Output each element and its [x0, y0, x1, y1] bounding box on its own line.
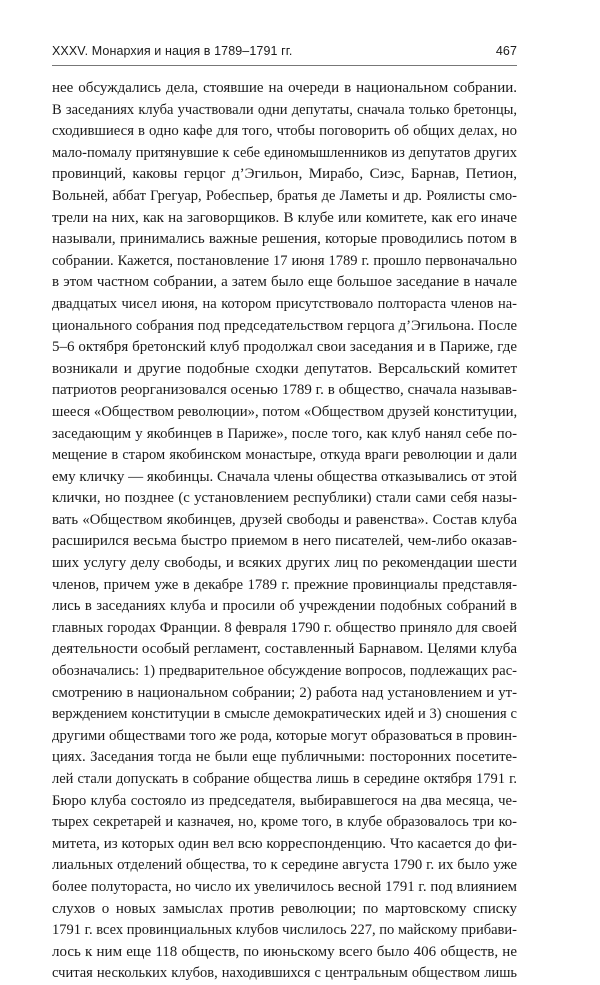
text-line: лиальных отделений общества, то к середине августа 1790 г. их было уже: [52, 857, 517, 874]
text-line: собрании. Кажется, постановление 17 июня 1789 г. прошло первоначально: [52, 252, 517, 269]
text-line: 5–6 октября бретонский клуб продолжал свои заседания и в Париже, где: [52, 339, 517, 356]
text-line: Бюро клуба состояло из председателя, выбиравшегося на два месяца, че-: [52, 792, 517, 809]
text-line: мещение в старом якобинском монастыре, откуда враги революции и дали: [52, 447, 517, 464]
text-line: вать «Обществом якобинцев, друзей свободы и равенства». Состав клуба: [52, 511, 517, 528]
text-line: смотрению в национальном собрании; 2) работа над установлением и ут-: [52, 684, 517, 701]
text-line: считая нескольких клубов, находившихся с центральным обществом лишь: [52, 965, 517, 982]
text-line: верждением конституции в смысле демократических идей и 3) сношения с: [52, 706, 517, 723]
text-line: членов, причем уже в декабре 1789 г. прежние провинциалы представля-: [52, 576, 517, 593]
text-line: возникали и другие подобные сходки депутатов. Версальский комитет: [52, 360, 517, 377]
text-line: называли, принимались важные решения, которые проводились потом в: [52, 231, 517, 248]
body-text: [52, 78, 517, 985]
text-line: митета, из которых один вел всю корреспонденцию. Что касается до фи-: [52, 835, 517, 852]
text-line: провинций, каковы герцог д’Эгильон, Мирабо, Сиэс, Барнав, Петион,: [52, 166, 517, 183]
text-line: ционального собрания под председательством герцога д’Эгильона. После: [52, 317, 517, 334]
text-line: более полутораста, но число их увеличилось весной 1791 г. под влиянием: [52, 878, 517, 895]
text-line: нее обсуждались дела, стоявшие на очереди в национальном собрании.: [52, 80, 517, 96]
text-line: клички, но позднее (с установлением республики) стали сами себя назы-: [52, 490, 517, 507]
text-line: трели на них, как на заговорщиков. В клубе или комитете, как его иначе: [52, 209, 517, 226]
text-line: заседающим у якобинцев в Париже», после того, как клуб нанял себе по-: [52, 425, 517, 442]
text-line: циях. Заседания тогда не были еще публичными: посторонних посетите-: [52, 749, 517, 766]
text-line: В заседаниях клуба участвовали одни депутаты, сначала только бретонцы,: [52, 101, 517, 118]
running-title: XXXV. Монархия и нация в 1789–1791 гг.: [52, 44, 293, 58]
text-line: ших услугу делу свободы, и всяких других лиц по рекомендации шести: [52, 555, 517, 572]
text-line: мало-помалу притянувшие к себе единомышленников из депутатов других: [52, 144, 517, 161]
text-line: слухов о новых замыслах против революции; по мартовскому списку: [52, 900, 517, 917]
text-line: в этом частном собрании, а затем было еще большое заседание в начале: [52, 274, 517, 291]
text-line: тырех секретарей и казначея, но, кроме того, в клубе образовалось три ко-: [52, 814, 517, 831]
text-line: Вольней, аббат Грегуар, Робеспьер, братья де Ламеты и др. Роялисты смо-: [52, 187, 517, 204]
text-line: 1791 г. всех провинциальных клубов числилось 227, по майскому прибави-: [52, 922, 517, 939]
text-line: сходившиеся в одно кафе для того, чтобы поговорить об общих делах, но: [52, 123, 517, 140]
text-line: деятельности особый регламент, составленный Барнавом. Целями клуба: [52, 641, 517, 658]
text-line: лось к ним еще 118 обществ, по июньскому всего было 406 обществ, не: [52, 943, 517, 960]
text-line: ему кличку — якобинцы. Сначала члены общества отказывались от этой: [52, 468, 517, 485]
text-line: двадцатых чисел июня, на котором присутствовало полтораста членов на-: [52, 295, 517, 312]
text-line: лись в заседаниях клуба и просили об учреждении подобных собраний в: [52, 598, 517, 615]
text-line: расширился весьма быстро приемом в него писателей, чем-либо оказав-: [52, 533, 517, 550]
text-line: обозначались: 1) предварительное обсуждение вопросов, подлежащих рас-: [52, 663, 517, 680]
page-number: 467: [495, 44, 517, 58]
text-line: другими обществами того же рода, которые могут образоваться в провин-: [52, 727, 517, 744]
text-line: лей стали допускать в собрание общества лишь в середине октября 1791 г.: [52, 771, 517, 787]
running-header: [52, 44, 517, 58]
text-line: шееся «Обществом революции», потом «Обществом друзей конституции,: [52, 403, 517, 420]
header-rule: [52, 65, 517, 66]
text-line: главных городах Франции. 8 февраля 1790 г. общество приняло для своей: [52, 619, 517, 636]
text-line: патриотов реорганизовался осенью 1789 г. в общество, сначала называв-: [52, 382, 517, 399]
